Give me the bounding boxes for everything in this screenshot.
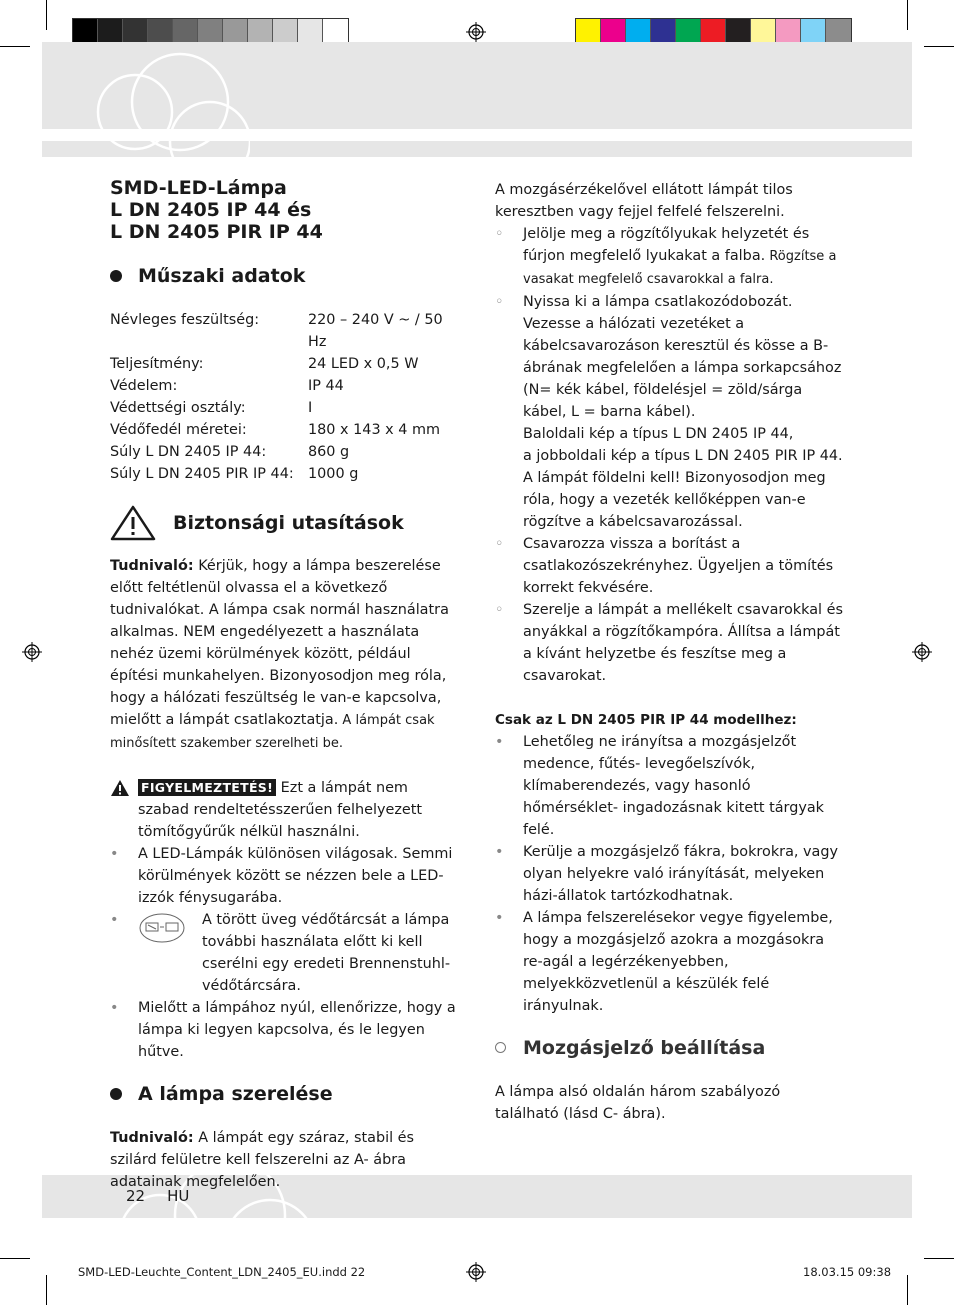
list-item: • A LED-Lámpák különösen világosak. Semmi körülmények között se nézzen bele a LED-izzók fénysugarába.: [110, 846, 453, 906]
spec-value: 180 x 143 x 4 mm: [308, 422, 441, 438]
intro-text: A mozgásérzékelővel ellátott lámpát tilos keresztben vagy fejjel felfelé felszerelni.: [495, 182, 793, 220]
crop-mark: [0, 46, 30, 47]
warning-triangle-icon: [110, 505, 156, 541]
slug-date: 18.03.15 09:38: [803, 1265, 892, 1279]
list-item: • A törött üveg védőtárcsát a lámpa további használata előtt ki kell cserélni egy eredeti Brennenstuhl-védőtárcsára.: [110, 909, 460, 997]
spec-value: 220 – 240 V ~ / 50 Hz: [308, 312, 443, 350]
mounting-heading: [110, 1083, 460, 1105]
note-label: Tudnivaló:: [110, 1130, 194, 1146]
broken-glass-icon: [138, 913, 186, 943]
ring-bullet-icon: [495, 1042, 506, 1053]
sensor-text: A lámpa alsó oldalán három szabályozó található (lásd C- ábra).: [495, 1084, 781, 1122]
list-item-text: A LED-Lámpák különösen világosak. Semmi körülmények között se nézzen bele a LED-izzók fénysugarába.: [138, 846, 453, 906]
step-item: ◦ Csavarozza vissza a borítást a csatlakozószekrényhez. Ügyeljen a tömítés korrekt fekvésére.: [495, 536, 834, 596]
pir-item: • Kerülje a mozgásjelző fákra, bokrokra, vagy olyan helyekre való irányítását, melyeken házi-állatok tartózkodhatnak.: [495, 844, 839, 904]
spec-value: 24 LED x 0,5 W: [308, 356, 419, 372]
spec-label: Védőfedél méretei:: [110, 422, 247, 438]
mounting-heading-text: A lámpa szerelése: [138, 1083, 333, 1105]
crop-mark: [46, 1275, 47, 1305]
step-extra-line: Baloldali kép a típus L DN 2405 IP 44,: [523, 426, 794, 442]
mounting-note: [110, 1127, 460, 1193]
bullet-icon: [110, 1088, 122, 1100]
step-item: ◦ Jelölje meg a rögzítőlyukak helyzetét és fúrjon megfelelő lyukakat a falba. Rögzítse a vasakat megfelelő csavarokkal a falra.: [495, 226, 837, 287]
spec-value: I: [308, 400, 313, 416]
pir-item-text: Lehetőleg ne irányítsa a mozgásjelzőt medence, fűtés- levegőelszívók, klímaberendezés, vagy hasonló hőmérséklet- ingadozásnak kitett tárgyak felé.: [523, 734, 825, 838]
registration-mark-icon: [22, 642, 42, 662]
pir-heading: Csak az L DN 2405 PIR IP 44 modellhez:: [495, 712, 797, 728]
note-text: Kérjük, hogy a lámpa beszerelése előtt feltétlenül olvassa el a következő tudnivalókat. A lámpa csak normál használatra alkalmas. NEM engedélyezett a használata nehéz üzemi körülmények között, például építési munkahelyen. Bizonyosodjon meg róla, hogy a hálózati feszültség le van-e kapcsolva, mielőtt a lámpát csatlakoztatja.: [110, 558, 449, 728]
spec-value: 1000 g: [308, 466, 359, 482]
note-small-text: A lámpát csak minősített szakember szerelheti be.: [110, 713, 435, 751]
left-column: [110, 177, 460, 1193]
spec-label: Védelem:: [110, 378, 178, 394]
right-column: [495, 179, 847, 1125]
decorative-circles-icon: [80, 42, 250, 160]
step-text: Szerelje a lámpát a mellékelt csavarokkal és anyákkal a rögzítőkampóra. Állítsa a lámpát a kívánt helyzetbe és feszítse meg a csavarokat.: [523, 602, 843, 684]
warning-label: FIGYELMEZTETÉS!: [138, 779, 276, 796]
tech-heading: [110, 265, 460, 287]
spec-row: [110, 419, 460, 441]
page-language: HU: [167, 1187, 190, 1205]
step-extra-line: a jobboldali kép a típus L DN 2405 PIR IP 44.: [523, 448, 843, 464]
safety-note: [110, 555, 460, 755]
step-item: ◦ Nyissa ki a lámpa csatlakozódobozát. Vezesse a hálózati vezetéket a kábelcsavarozáson keresztül és kösse a B-ábrának megfelelően a lámpa sorkapcsához (N= kék kábel, földelésjel = zöld/sárga kábel, L = barna kábel). Baloldali kép a típus L DN 2405 IP 44, a jobboldali kép a típus L DN 2405 PIR IP 44. A lámpát földelni kell! Bizonyosodjon meg róla, hogy a vezeték kellőképpen van-e rögzítve a kábelcsavarozással.: [495, 291, 847, 533]
crop-mark: [924, 1258, 954, 1259]
spec-label: Teljesítmény:: [110, 356, 204, 372]
spec-label: Védettségi osztály:: [110, 400, 246, 416]
warning-text: Ezt a lámpát nem szabad rendeltetésszerűen felhelyezett tömítőgyűrűk nélkül használni.: [138, 780, 423, 840]
list-item-text: Mielőtt a lámpához nyúl, ellenőrizze, hogy a lámpa ki legyen kapcsolva, és le legyen hűtve.: [138, 1000, 456, 1060]
pir-item-text: A lámpa felszerelésekor vegye figyelembe, hogy a mozgásjelző azokra a mozgásokra re-agál a legérzékenyebben, melyekközvetlenül a készülék felé irányulnak.: [523, 910, 833, 1014]
spec-row: [110, 353, 460, 375]
list-item-text: A törött üveg védőtárcsát a lámpa további használata előtt ki kell cserélni egy eredeti Brennenstuhl-védőtárcsára.: [202, 912, 451, 994]
spec-row: [110, 309, 460, 353]
crop-mark: [907, 0, 908, 30]
spec-value: IP 44: [308, 378, 344, 394]
warning-block: [110, 777, 460, 843]
page-number: 22: [126, 1187, 146, 1205]
registration-mark-icon: [466, 1262, 486, 1282]
step-item: ◦ Szerelje a lámpát a mellékelt csavarokkal és anyákkal a rögzítőkampóra. Állítsa a lámpát a kívánt helyzetbe és feszítse meg a csavarokat.: [495, 602, 843, 684]
pir-item: • A lámpa felszerelésekor vegye figyelembe, hogy a mozgásjelző azokra a mozgásokra re-agál a legérzékenyebben, melyekközvetlenül a készülék felé irányulnak.: [495, 910, 833, 1014]
pir-item-text: Kerülje a mozgásjelző fákra, bokrokra, vagy olyan helyekre való irányítását, melyeken házi-állatok tartózkodhatnak.: [523, 844, 839, 904]
title-line: L DN 2405 PIR IP 44: [110, 221, 323, 243]
registration-mark-icon: [466, 22, 486, 42]
safety-heading-text: Biztonsági utasítások: [173, 512, 404, 534]
tech-heading-text: Műszaki adatok: [138, 265, 306, 287]
spec-row: [110, 397, 460, 419]
product-title: [110, 177, 460, 243]
pir-item: • Lehetőleg ne irányítsa a mozgásjelzőt medence, fűtés- levegőelszívók, klímaberendezés, vagy hasonló hőmérséklet- ingadozásnak kitett tárgyak felé.: [495, 734, 825, 838]
step-text: Nyissa ki a lámpa csatlakozódobozát. Vezesse a hálózati vezetéket a kábelcsavarozáson keresztül és kösse a B-ábrának megfelelően a lámpa sorkapcsához (N= kék kábel, földelésjel = zöld/sárga kábel, L = barna kábel).: [523, 294, 842, 420]
spec-label: Névleges feszültség:: [110, 312, 260, 328]
spec-value: 860 g: [308, 444, 350, 460]
crop-mark: [46, 0, 47, 30]
spec-table: [110, 309, 460, 485]
registration-mark-icon: [912, 642, 932, 662]
crop-mark: [907, 1275, 908, 1305]
warning-small-icon: [110, 779, 130, 797]
spec-label: Súly L DN 2405 IP 44:: [110, 444, 267, 460]
sensor-heading-text: Mozgásjelző beállítása: [523, 1037, 766, 1059]
note-text: A lámpát egy száraz, stabil és szilárd felületre kell felszerelni az A- ábra adatainak megfelelően.: [110, 1130, 415, 1190]
bullet-icon: [110, 270, 122, 282]
sensor-heading: [495, 1037, 847, 1059]
slug-file: SMD-LED-Leuchte_Content_LDN_2405_EU.indd 22: [78, 1265, 366, 1279]
list-item: • Mielőtt a lámpához nyúl, ellenőrizze, hogy a lámpa ki legyen kapcsolva, és le legyen hűtve.: [110, 1000, 456, 1060]
title-line: SMD-LED-Lámpa: [110, 177, 287, 199]
spec-label: Súly L DN 2405 PIR IP 44:: [110, 466, 294, 482]
step-text: Jelölje meg a rögzítőlyukak helyzetét és fúrjon megfelelő lyukakat a falba.: [523, 226, 810, 264]
spec-row: [110, 375, 460, 397]
crop-mark: [0, 1258, 30, 1259]
step-extra-line: A lámpát földelni kell! Bizonyosodjon meg róla, hogy a vezeték kellőképpen van-e rögzítve a kábelcsavarozással.: [523, 470, 826, 530]
safety-heading: [110, 505, 460, 541]
step-text: Csavarozza vissza a borítást a csatlakozószekrényhez. Ügyeljen a tömítés korrekt fekvésére.: [523, 536, 834, 596]
title-line: L DN 2405 IP 44 és: [110, 199, 312, 221]
step-small-text: Rögzítse a vasakat megfelelő csavarokkal a falra.: [523, 249, 837, 287]
spec-row: [110, 441, 460, 463]
spec-row: [110, 463, 460, 485]
note-label: Tudnivaló:: [110, 558, 194, 574]
crop-mark: [924, 46, 954, 47]
